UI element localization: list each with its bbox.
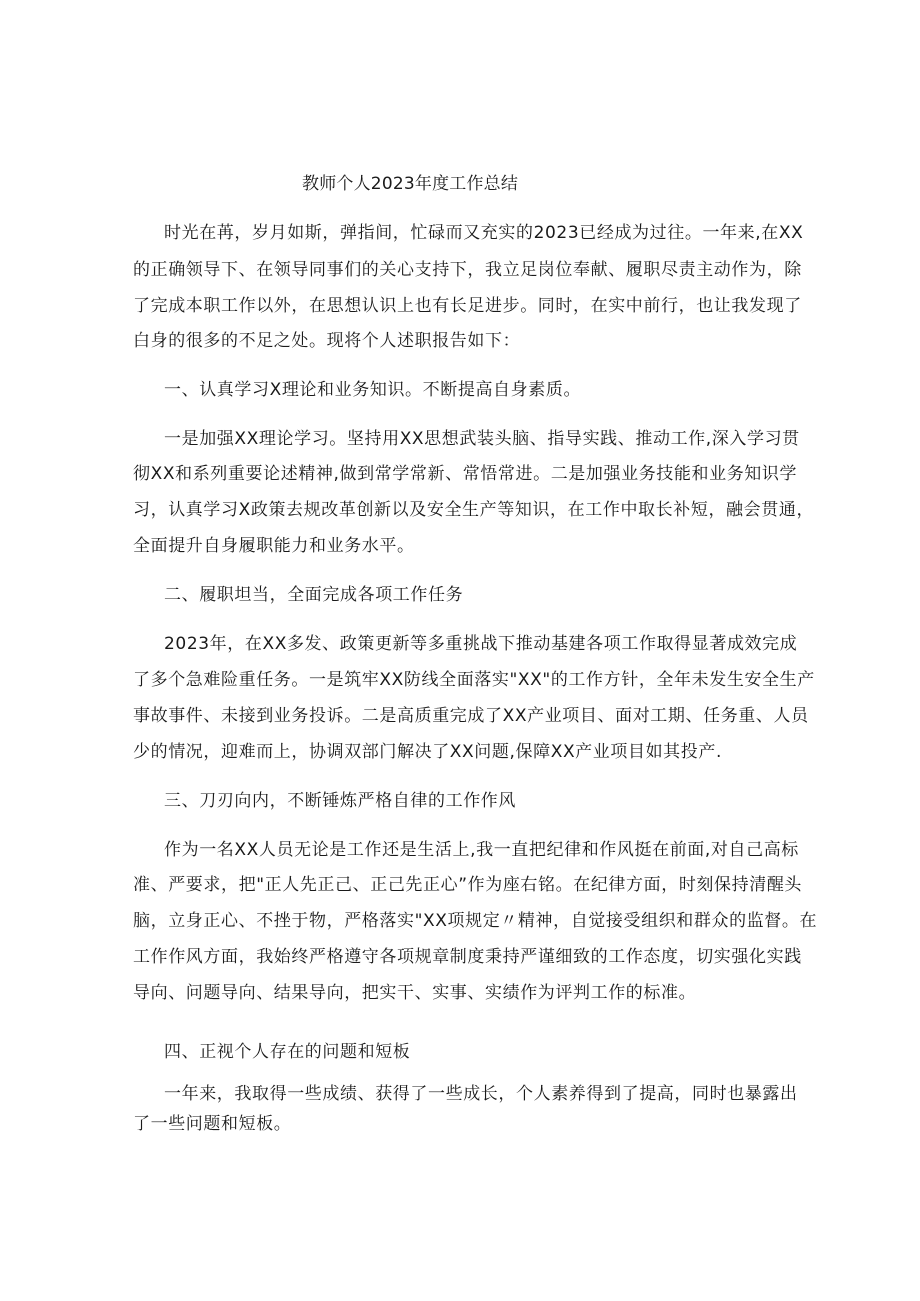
paragraph-5-line-1: 一年来，我取得一些成绩、获得了一些成长，个人素养得到了提高，同时也暴露出 [164,1084,798,1104]
paragraph-3-line-3: 事故事件、未接到业务投诉。二是高质重完成了XX产业项目、面对工期、任务重、人员 [133,706,809,726]
section-heading-4: 四、正视个人存在的问题和短板 [164,1042,411,1062]
paragraph-5-line-2: 了一些问题和短板。 [133,1114,292,1134]
paragraph-2-line-2: 彻XX和系列重要论述精神,做到常学常新、常悟常进。二是加强业务技能和业务知识学 [133,464,798,484]
section-heading-1: 一、认真学习X理论和业务知识。不断提高自身素质。 [164,380,582,400]
paragraph-1-line-1: 时光在苒，岁月如斯，弹指间，忙碌而又充实的2023已经成为过往。一年来,在XX [164,223,804,243]
paragraph-4-line-5: 导向、问题导向、结果导向，把实干、实事、实绩作为评判工作的标准。 [133,983,697,1003]
section-heading-2: 二、履职坦当，全面完成各项工作任务 [164,585,464,605]
paragraph-3-line-2: 了多个急难险重任务。一是筑牢XX防线全面落实"XX"的工作方针，全年未发生安全生产 [133,670,815,690]
section-heading-3: 三、刀刃向内，不断锤炼严格自律的工作作风 [164,791,516,811]
paragraph-1-line-3: 了完成本职工作以外，在思想认识上也有长足进步。同时，在实中前行，也让我发现了 [133,296,802,316]
paragraph-2-line-3: 习，认真学习X政策去规改革创新以及安全生产等知识，在工作中取长补短，融会贯通， [133,500,815,520]
paragraph-2-line-4: 全面提升自身履职能力和业务水平。 [133,536,415,556]
paragraph-3-line-4: 少的情况，迎难而上，协调双部门解决了XX问题,保障XX产业项目如其投产. [133,742,722,762]
paragraph-1-line-2: 的正确领导下、在领导同事们的关心支持下，我立足岗位奉献、履职尽责主动作为，除 [133,260,802,280]
paragraph-2-line-1: 一是加强XX理论学习。坚持用XX思想武装头脑、指导实践、推动工作,深入学习贯 [164,429,800,449]
paragraph-4-line-4: 工作作风方面，我始终严格遵守各项规章制度秉持严谨细致的工作态度，切实强化实践 [133,947,802,967]
document-title: 教师个人2023年度工作总结 [302,174,519,194]
paragraph-4-line-1: 作为一名XX人员无论是工作还是生活上,我一直把纪律和作风挺在前面,对自己高标 [164,840,799,860]
paragraph-4-line-2: 准、严要求，把"正人先正己、正己先正心”作为座右铭。在纪律方面，时刻保持清醒头 [133,875,803,895]
paragraph-4-line-3: 脑，立身正心、不挫于物，严格落实"XX项规定〃精神，自觉接受组织和群众的监督。在 [133,911,818,931]
paragraph-1-line-4: 白身的很多的不足之处。现将个人述职报告如下： [133,331,521,351]
paragraph-3-line-1: 2023年，在XX多发、政策更新等多重挑战下推动基建各项工作取得显著成效完成 [164,634,798,654]
